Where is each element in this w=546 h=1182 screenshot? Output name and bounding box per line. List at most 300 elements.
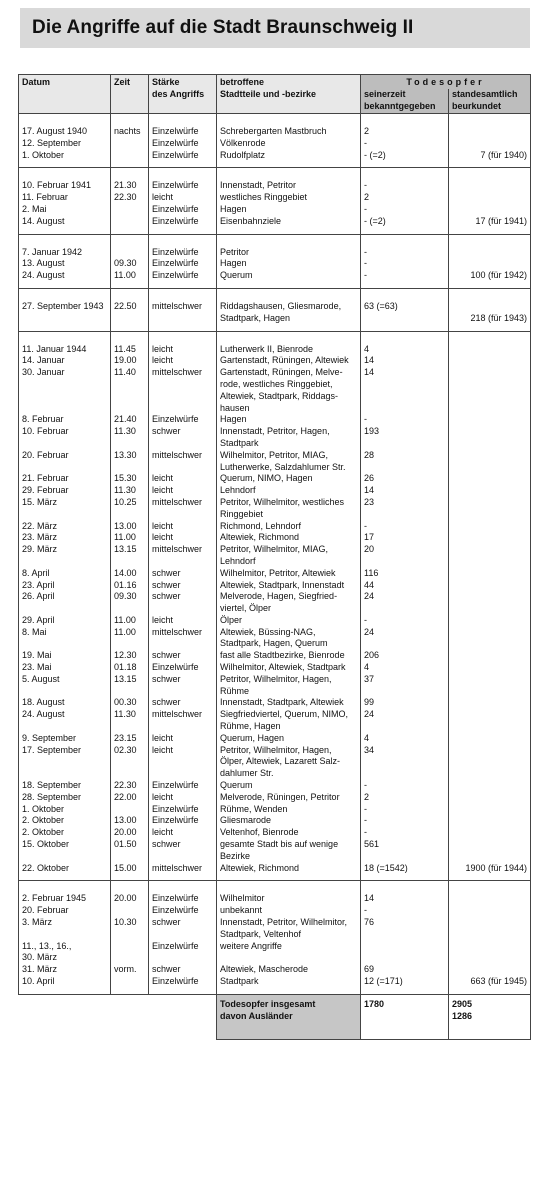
cell-staerke: schwer xyxy=(149,839,217,851)
header-betroffene-sub: Stadtteile und -bezirke xyxy=(217,89,361,114)
cell-staerke: Einzelwürfe xyxy=(149,941,217,953)
table-row xyxy=(19,270,531,282)
cell-standesamtlich xyxy=(449,234,531,258)
cell-datum: 2. Mai xyxy=(19,204,111,216)
cell-zeit: 15.30 xyxy=(111,473,149,485)
table-row xyxy=(19,532,531,544)
cell-zeit: 01.16 xyxy=(111,580,149,592)
cell-staerke: Einzelwürfe xyxy=(149,881,217,905)
cell-datum xyxy=(19,391,111,403)
attacks-table xyxy=(18,74,531,1040)
cell-standesamtlich xyxy=(449,917,531,929)
cell-standesamtlich xyxy=(449,686,531,698)
cell-staerke: leicht xyxy=(149,521,217,533)
table-row xyxy=(19,650,531,662)
cell-seinerzeit: - (=2) xyxy=(361,216,449,228)
header-datum: Datum xyxy=(19,75,111,90)
cell-datum: 20. Februar xyxy=(19,450,111,462)
table-row xyxy=(19,355,531,367)
cell-zeit: 14.00 xyxy=(111,568,149,580)
cell-zeit: nachts xyxy=(111,114,149,138)
table-row xyxy=(19,756,531,768)
cell-staerke xyxy=(149,952,217,964)
cell-staerke: Einzelwürfe xyxy=(149,662,217,674)
cell-datum xyxy=(19,721,111,733)
cell-seinerzeit: - xyxy=(361,204,449,216)
cell-standesamtlich xyxy=(449,331,531,355)
cell-standesamtlich xyxy=(449,804,531,816)
cell-stadtteile: Rühme, Hagen xyxy=(217,721,361,733)
cell-seinerzeit: 23 xyxy=(361,497,449,509)
cell-staerke: mittelschwer xyxy=(149,497,217,509)
cell-zeit: 22.50 xyxy=(111,288,149,312)
cell-standesamtlich xyxy=(449,627,531,639)
cell-stadtteile: Ringgebiet xyxy=(217,509,361,521)
header-standesamtlich: standesamtlich beurkundet xyxy=(449,89,531,114)
cell-seinerzeit xyxy=(361,952,449,964)
cell-standesamtlich xyxy=(449,638,531,650)
cell-zeit: 11.30 xyxy=(111,709,149,721)
cell-staerke: schwer xyxy=(149,674,217,686)
cell-stadtteile xyxy=(217,952,361,964)
cell-standesamtlich xyxy=(449,756,531,768)
cell-zeit: 11.45 xyxy=(111,331,149,355)
cell-zeit xyxy=(111,509,149,521)
cell-seinerzeit: 63 (=63) xyxy=(361,288,449,312)
cell-staerke: leicht xyxy=(149,355,217,367)
table-row xyxy=(19,497,531,509)
cell-seinerzeit xyxy=(361,638,449,650)
cell-seinerzeit xyxy=(361,603,449,615)
cell-datum xyxy=(19,313,111,325)
cell-standesamtlich xyxy=(449,568,531,580)
totals-row xyxy=(19,994,531,1039)
cell-standesamtlich xyxy=(449,591,531,603)
table-row xyxy=(19,851,531,863)
cell-seinerzeit: - xyxy=(361,905,449,917)
cell-standesamtlich xyxy=(449,414,531,426)
cell-datum xyxy=(19,379,111,391)
cell-staerke: mittelschwer xyxy=(149,709,217,721)
cell-zeit: vorm. xyxy=(111,964,149,976)
cell-datum xyxy=(19,509,111,521)
cell-stadtteile: Richmond, Lehndorf xyxy=(217,521,361,533)
cell-datum: 29. März xyxy=(19,544,111,556)
table-row xyxy=(19,414,531,426)
cell-stadtteile: Innenstadt, Petritor, Wilhelmitor, xyxy=(217,917,361,929)
cell-staerke: Einzelwürfe xyxy=(149,204,217,216)
cell-staerke xyxy=(149,768,217,780)
cell-datum: 18. September xyxy=(19,780,111,792)
cell-seinerzeit: 14 xyxy=(361,367,449,379)
cell-staerke: schwer xyxy=(149,917,217,929)
cell-stadtteile: Wilhelmitor, Altewiek, Stadtpark xyxy=(217,662,361,674)
cell-stadtteile: Stadtpark, Hagen xyxy=(217,313,361,325)
cell-stadtteile: Völkenrode xyxy=(217,138,361,150)
cell-stadtteile: Rühme, Wenden xyxy=(217,804,361,816)
cell-zeit: 20.00 xyxy=(111,827,149,839)
table-row xyxy=(19,473,531,485)
cell-stadtteile: Eisenbahnziele xyxy=(217,216,361,228)
cell-stadtteile: gesamte Stadt bis auf wenige xyxy=(217,839,361,851)
cell-seinerzeit: - xyxy=(361,521,449,533)
cell-datum xyxy=(19,556,111,568)
cell-standesamtlich xyxy=(449,839,531,851)
cell-stadtteile: Siegfriedviertel, Querum, NIMO, xyxy=(217,709,361,721)
cell-zeit: 19.00 xyxy=(111,355,149,367)
cell-datum xyxy=(19,929,111,941)
cell-datum: 22. Oktober xyxy=(19,863,111,875)
cell-standesamtlich xyxy=(449,662,531,674)
cell-zeit: 11.30 xyxy=(111,485,149,497)
cell-staerke xyxy=(149,603,217,615)
cell-stadtteile: Petritor xyxy=(217,234,361,258)
table-row xyxy=(19,580,531,592)
cell-datum: 22. März xyxy=(19,521,111,533)
cell-stadtteile: Melverode, Rüningen, Petritor xyxy=(217,792,361,804)
cell-stadtteile: Rühme xyxy=(217,686,361,698)
table-row xyxy=(19,952,531,964)
cell-staerke: Einzelwürfe xyxy=(149,905,217,917)
cell-seinerzeit: - xyxy=(361,258,449,270)
cell-stadtteile: Stadtpark xyxy=(217,976,361,988)
header-seinerzeit: seinerzeit bekanntgegeben xyxy=(361,89,449,114)
cell-staerke: leicht xyxy=(149,827,217,839)
cell-staerke: leicht xyxy=(149,745,217,757)
cell-stadtteile: Hagen xyxy=(217,258,361,270)
cell-stadtteile: Rudolfplatz xyxy=(217,150,361,162)
table-row xyxy=(19,662,531,674)
cell-staerke: mittelschwer xyxy=(149,627,217,639)
cell-zeit xyxy=(111,403,149,415)
cell-zeit: 22.30 xyxy=(111,192,149,204)
cell-zeit: 13.00 xyxy=(111,521,149,533)
cell-datum: 11. Januar 1944 xyxy=(19,331,111,355)
cell-standesamtlich xyxy=(449,721,531,733)
table-row xyxy=(19,815,531,827)
cell-standesamtlich xyxy=(449,192,531,204)
cell-stadtteile: Bezirke xyxy=(217,851,361,863)
table-row xyxy=(19,733,531,745)
cell-stadtteile: fast alle Stadtbezirke, Bienrode xyxy=(217,650,361,662)
cell-stadtteile: Riddagshausen, Gliesmarode, xyxy=(217,288,361,312)
cell-seinerzeit xyxy=(361,438,449,450)
cell-standesamtlich xyxy=(449,792,531,804)
cell-zeit: 01.50 xyxy=(111,839,149,851)
table-row xyxy=(19,391,531,403)
header-zeit: Zeit xyxy=(111,75,149,90)
table-row xyxy=(19,827,531,839)
cell-seinerzeit: 26 xyxy=(361,473,449,485)
table-row xyxy=(19,697,531,709)
cell-zeit xyxy=(111,391,149,403)
cell-staerke xyxy=(149,509,217,521)
cell-stadtteile: Petritor, Wilhelmitor, westliches xyxy=(217,497,361,509)
cell-datum: 24. August xyxy=(19,270,111,282)
cell-seinerzeit: 14 xyxy=(361,485,449,497)
cell-datum: 10. Februar xyxy=(19,426,111,438)
cell-seinerzeit xyxy=(361,929,449,941)
cell-zeit xyxy=(111,204,149,216)
cell-datum: 8. Mai xyxy=(19,627,111,639)
cell-zeit: 22.30 xyxy=(111,780,149,792)
cell-seinerzeit: 206 xyxy=(361,650,449,662)
cell-datum: 17. September xyxy=(19,745,111,757)
cell-datum xyxy=(19,756,111,768)
cell-standesamtlich xyxy=(449,851,531,863)
cell-seinerzeit: - xyxy=(361,270,449,282)
cell-seinerzeit: 34 xyxy=(361,745,449,757)
cell-seinerzeit: 99 xyxy=(361,697,449,709)
cell-stadtteile: Ölper xyxy=(217,615,361,627)
cell-seinerzeit: 561 xyxy=(361,839,449,851)
cell-standesamtlich xyxy=(449,615,531,627)
cell-stadtteile: Gartenstadt, Rüningen, Altewiek xyxy=(217,355,361,367)
cell-standesamtlich xyxy=(449,745,531,757)
header-staerke: Stärke xyxy=(149,75,217,90)
cell-stadtteile: Lehndorf xyxy=(217,556,361,568)
totals-label: Todesopfer insgesamt davon Ausländer xyxy=(217,994,361,1039)
cell-staerke: leicht xyxy=(149,192,217,204)
table-row xyxy=(19,768,531,780)
cell-datum: 1. Oktober xyxy=(19,150,111,162)
cell-staerke: leicht xyxy=(149,485,217,497)
table-row xyxy=(19,780,531,792)
cell-seinerzeit: 24 xyxy=(361,709,449,721)
table-row xyxy=(19,603,531,615)
cell-standesamtlich xyxy=(449,964,531,976)
table-row xyxy=(19,204,531,216)
cell-standesamtlich xyxy=(449,768,531,780)
cell-standesamtlich xyxy=(449,473,531,485)
table-row xyxy=(19,367,531,379)
cell-standesamtlich xyxy=(449,905,531,917)
cell-staerke: mittelschwer xyxy=(149,367,217,379)
cell-zeit: 02.30 xyxy=(111,745,149,757)
cell-staerke: leicht xyxy=(149,615,217,627)
cell-staerke: Einzelwürfe xyxy=(149,414,217,426)
title-banner xyxy=(20,8,530,48)
cell-datum xyxy=(19,768,111,780)
cell-standesamtlich xyxy=(449,438,531,450)
cell-standesamtlich xyxy=(449,379,531,391)
totals-standesamtlich: 2905 1286 xyxy=(449,994,531,1039)
table-row xyxy=(19,863,531,875)
cell-standesamtlich xyxy=(449,556,531,568)
cell-staerke: mittelschwer xyxy=(149,288,217,312)
cell-stadtteile: Petritor, Wilhelmitor, MIAG, xyxy=(217,544,361,556)
table-row xyxy=(19,509,531,521)
cell-staerke xyxy=(149,556,217,568)
cell-seinerzeit xyxy=(361,686,449,698)
cell-staerke: Einzelwürfe xyxy=(149,976,217,988)
cell-staerke xyxy=(149,391,217,403)
cell-seinerzeit: 37 xyxy=(361,674,449,686)
cell-seinerzeit xyxy=(361,462,449,474)
cell-zeit xyxy=(111,216,149,228)
cell-zeit: 20.00 xyxy=(111,881,149,905)
cell-staerke xyxy=(149,929,217,941)
cell-datum: 27. September 1943 xyxy=(19,288,111,312)
cell-standesamtlich xyxy=(449,697,531,709)
table-row xyxy=(19,168,531,192)
cell-seinerzeit: 24 xyxy=(361,591,449,603)
cell-zeit: 13.00 xyxy=(111,815,149,827)
cell-staerke: leicht xyxy=(149,532,217,544)
cell-standesamtlich: 7 (für 1940) xyxy=(449,150,531,162)
cell-staerke: leicht xyxy=(149,792,217,804)
cell-datum: 14. August xyxy=(19,216,111,228)
cell-stadtteile: Melverode, Hagen, Siegfried- xyxy=(217,591,361,603)
cell-stadtteile: viertel, Ölper xyxy=(217,603,361,615)
cell-seinerzeit xyxy=(361,313,449,325)
table-row xyxy=(19,462,531,474)
cell-stadtteile: Innenstadt, Stadtpark, Altewiek xyxy=(217,697,361,709)
cell-stadtteile: Hagen xyxy=(217,414,361,426)
cell-zeit: 21.30 xyxy=(111,168,149,192)
cell-stadtteile: unbekannt xyxy=(217,905,361,917)
cell-staerke: mittelschwer xyxy=(149,450,217,462)
cell-seinerzeit: 20 xyxy=(361,544,449,556)
cell-stadtteile: Lehndorf xyxy=(217,485,361,497)
cell-standesamtlich: 17 (für 1941) xyxy=(449,216,531,228)
cell-seinerzeit xyxy=(361,379,449,391)
cell-stadtteile: Querum, Hagen xyxy=(217,733,361,745)
cell-datum: 26. April xyxy=(19,591,111,603)
cell-staerke xyxy=(149,851,217,863)
cell-standesamtlich xyxy=(449,258,531,270)
cell-stadtteile: Stadtpark xyxy=(217,438,361,450)
cell-seinerzeit: 116 xyxy=(361,568,449,580)
cell-seinerzeit: 76 xyxy=(361,917,449,929)
cell-standesamtlich: 100 (für 1942) xyxy=(449,270,531,282)
cell-standesamtlich xyxy=(449,674,531,686)
cell-zeit xyxy=(111,638,149,650)
cell-zeit: 10.30 xyxy=(111,917,149,929)
cell-zeit: 13.15 xyxy=(111,674,149,686)
cell-datum: 23. April xyxy=(19,580,111,592)
cell-seinerzeit xyxy=(361,721,449,733)
cell-datum xyxy=(19,603,111,615)
cell-staerke xyxy=(149,313,217,325)
cell-datum xyxy=(19,686,111,698)
cell-standesamtlich xyxy=(449,544,531,556)
cell-datum: 10. Februar 1941 xyxy=(19,168,111,192)
cell-standesamtlich xyxy=(449,485,531,497)
cell-standesamtlich: 1900 (für 1944) xyxy=(449,863,531,875)
cell-staerke: Einzelwürfe xyxy=(149,168,217,192)
cell-staerke xyxy=(149,462,217,474)
cell-zeit: 09.30 xyxy=(111,258,149,270)
cell-zeit xyxy=(111,941,149,953)
cell-zeit xyxy=(111,686,149,698)
cell-seinerzeit: - xyxy=(361,138,449,150)
cell-datum: 31. März xyxy=(19,964,111,976)
cell-staerke: leicht xyxy=(149,473,217,485)
table-row xyxy=(19,138,531,150)
cell-datum: 15. Oktober xyxy=(19,839,111,851)
cell-seinerzeit: 14 xyxy=(361,881,449,905)
cell-standesamtlich xyxy=(449,881,531,905)
cell-staerke: schwer xyxy=(149,591,217,603)
cell-standesamtlich xyxy=(449,952,531,964)
cell-stadtteile: Wilhelmitor, Petritor, Altewiek xyxy=(217,568,361,580)
cell-datum: 2. Oktober xyxy=(19,827,111,839)
cell-standesamtlich xyxy=(449,497,531,509)
cell-stadtteile: Altewiek, Büssing-NAG, xyxy=(217,627,361,639)
table-row xyxy=(19,331,531,355)
cell-datum: 30. März xyxy=(19,952,111,964)
cell-zeit xyxy=(111,379,149,391)
cell-staerke xyxy=(149,438,217,450)
cell-zeit: 22.00 xyxy=(111,792,149,804)
table-row xyxy=(19,686,531,698)
cell-datum: 19. Mai xyxy=(19,650,111,662)
table-row xyxy=(19,379,531,391)
cell-datum: 14. Januar xyxy=(19,355,111,367)
cell-datum: 30. Januar xyxy=(19,367,111,379)
cell-seinerzeit: 4 xyxy=(361,331,449,355)
cell-stadtteile: Gliesmarode xyxy=(217,815,361,827)
cell-seinerzeit: - xyxy=(361,827,449,839)
cell-stadtteile: Innenstadt, Petritor xyxy=(217,168,361,192)
cell-seinerzeit: 2 xyxy=(361,114,449,138)
cell-zeit xyxy=(111,804,149,816)
cell-zeit xyxy=(111,756,149,768)
cell-stadtteile: Gartenstadt, Rüningen, Melve- xyxy=(217,367,361,379)
table-row xyxy=(19,450,531,462)
cell-seinerzeit xyxy=(361,509,449,521)
cell-seinerzeit xyxy=(361,851,449,863)
table-row xyxy=(19,485,531,497)
cell-staerke: schwer xyxy=(149,964,217,976)
cell-datum: 2. Oktober xyxy=(19,815,111,827)
cell-seinerzeit: 44 xyxy=(361,580,449,592)
cell-staerke: schwer xyxy=(149,580,217,592)
table-row xyxy=(19,150,531,162)
cell-stadtteile: Hagen xyxy=(217,204,361,216)
cell-stadtteile: Altewiek, Richmond xyxy=(217,532,361,544)
cell-stadtteile: Altewiek, Mascherode xyxy=(217,964,361,976)
table-row xyxy=(19,929,531,941)
cell-staerke: Einzelwürfe xyxy=(149,216,217,228)
cell-staerke: schwer xyxy=(149,568,217,580)
cell-datum: 20. Februar xyxy=(19,905,111,917)
table-row xyxy=(19,426,531,438)
cell-standesamtlich xyxy=(449,403,531,415)
cell-seinerzeit: 2 xyxy=(361,792,449,804)
cell-datum: 17. August 1940 xyxy=(19,114,111,138)
cell-seinerzeit: - xyxy=(361,804,449,816)
cell-seinerzeit: 69 xyxy=(361,964,449,976)
table-row xyxy=(19,591,531,603)
cell-seinerzeit: 2 xyxy=(361,192,449,204)
cell-zeit: 11.00 xyxy=(111,615,149,627)
cell-datum: 29. Februar xyxy=(19,485,111,497)
table-row xyxy=(19,258,531,270)
cell-seinerzeit: - xyxy=(361,234,449,258)
table-row xyxy=(19,615,531,627)
cell-zeit xyxy=(111,313,149,325)
cell-seinerzeit: - xyxy=(361,414,449,426)
cell-staerke: schwer xyxy=(149,426,217,438)
table-row xyxy=(19,216,531,228)
cell-datum: 9. September xyxy=(19,733,111,745)
cell-datum: 3. März xyxy=(19,917,111,929)
cell-standesamtlich xyxy=(449,941,531,953)
cell-stadtteile: dahlumer Str. xyxy=(217,768,361,780)
table-row xyxy=(19,544,531,556)
